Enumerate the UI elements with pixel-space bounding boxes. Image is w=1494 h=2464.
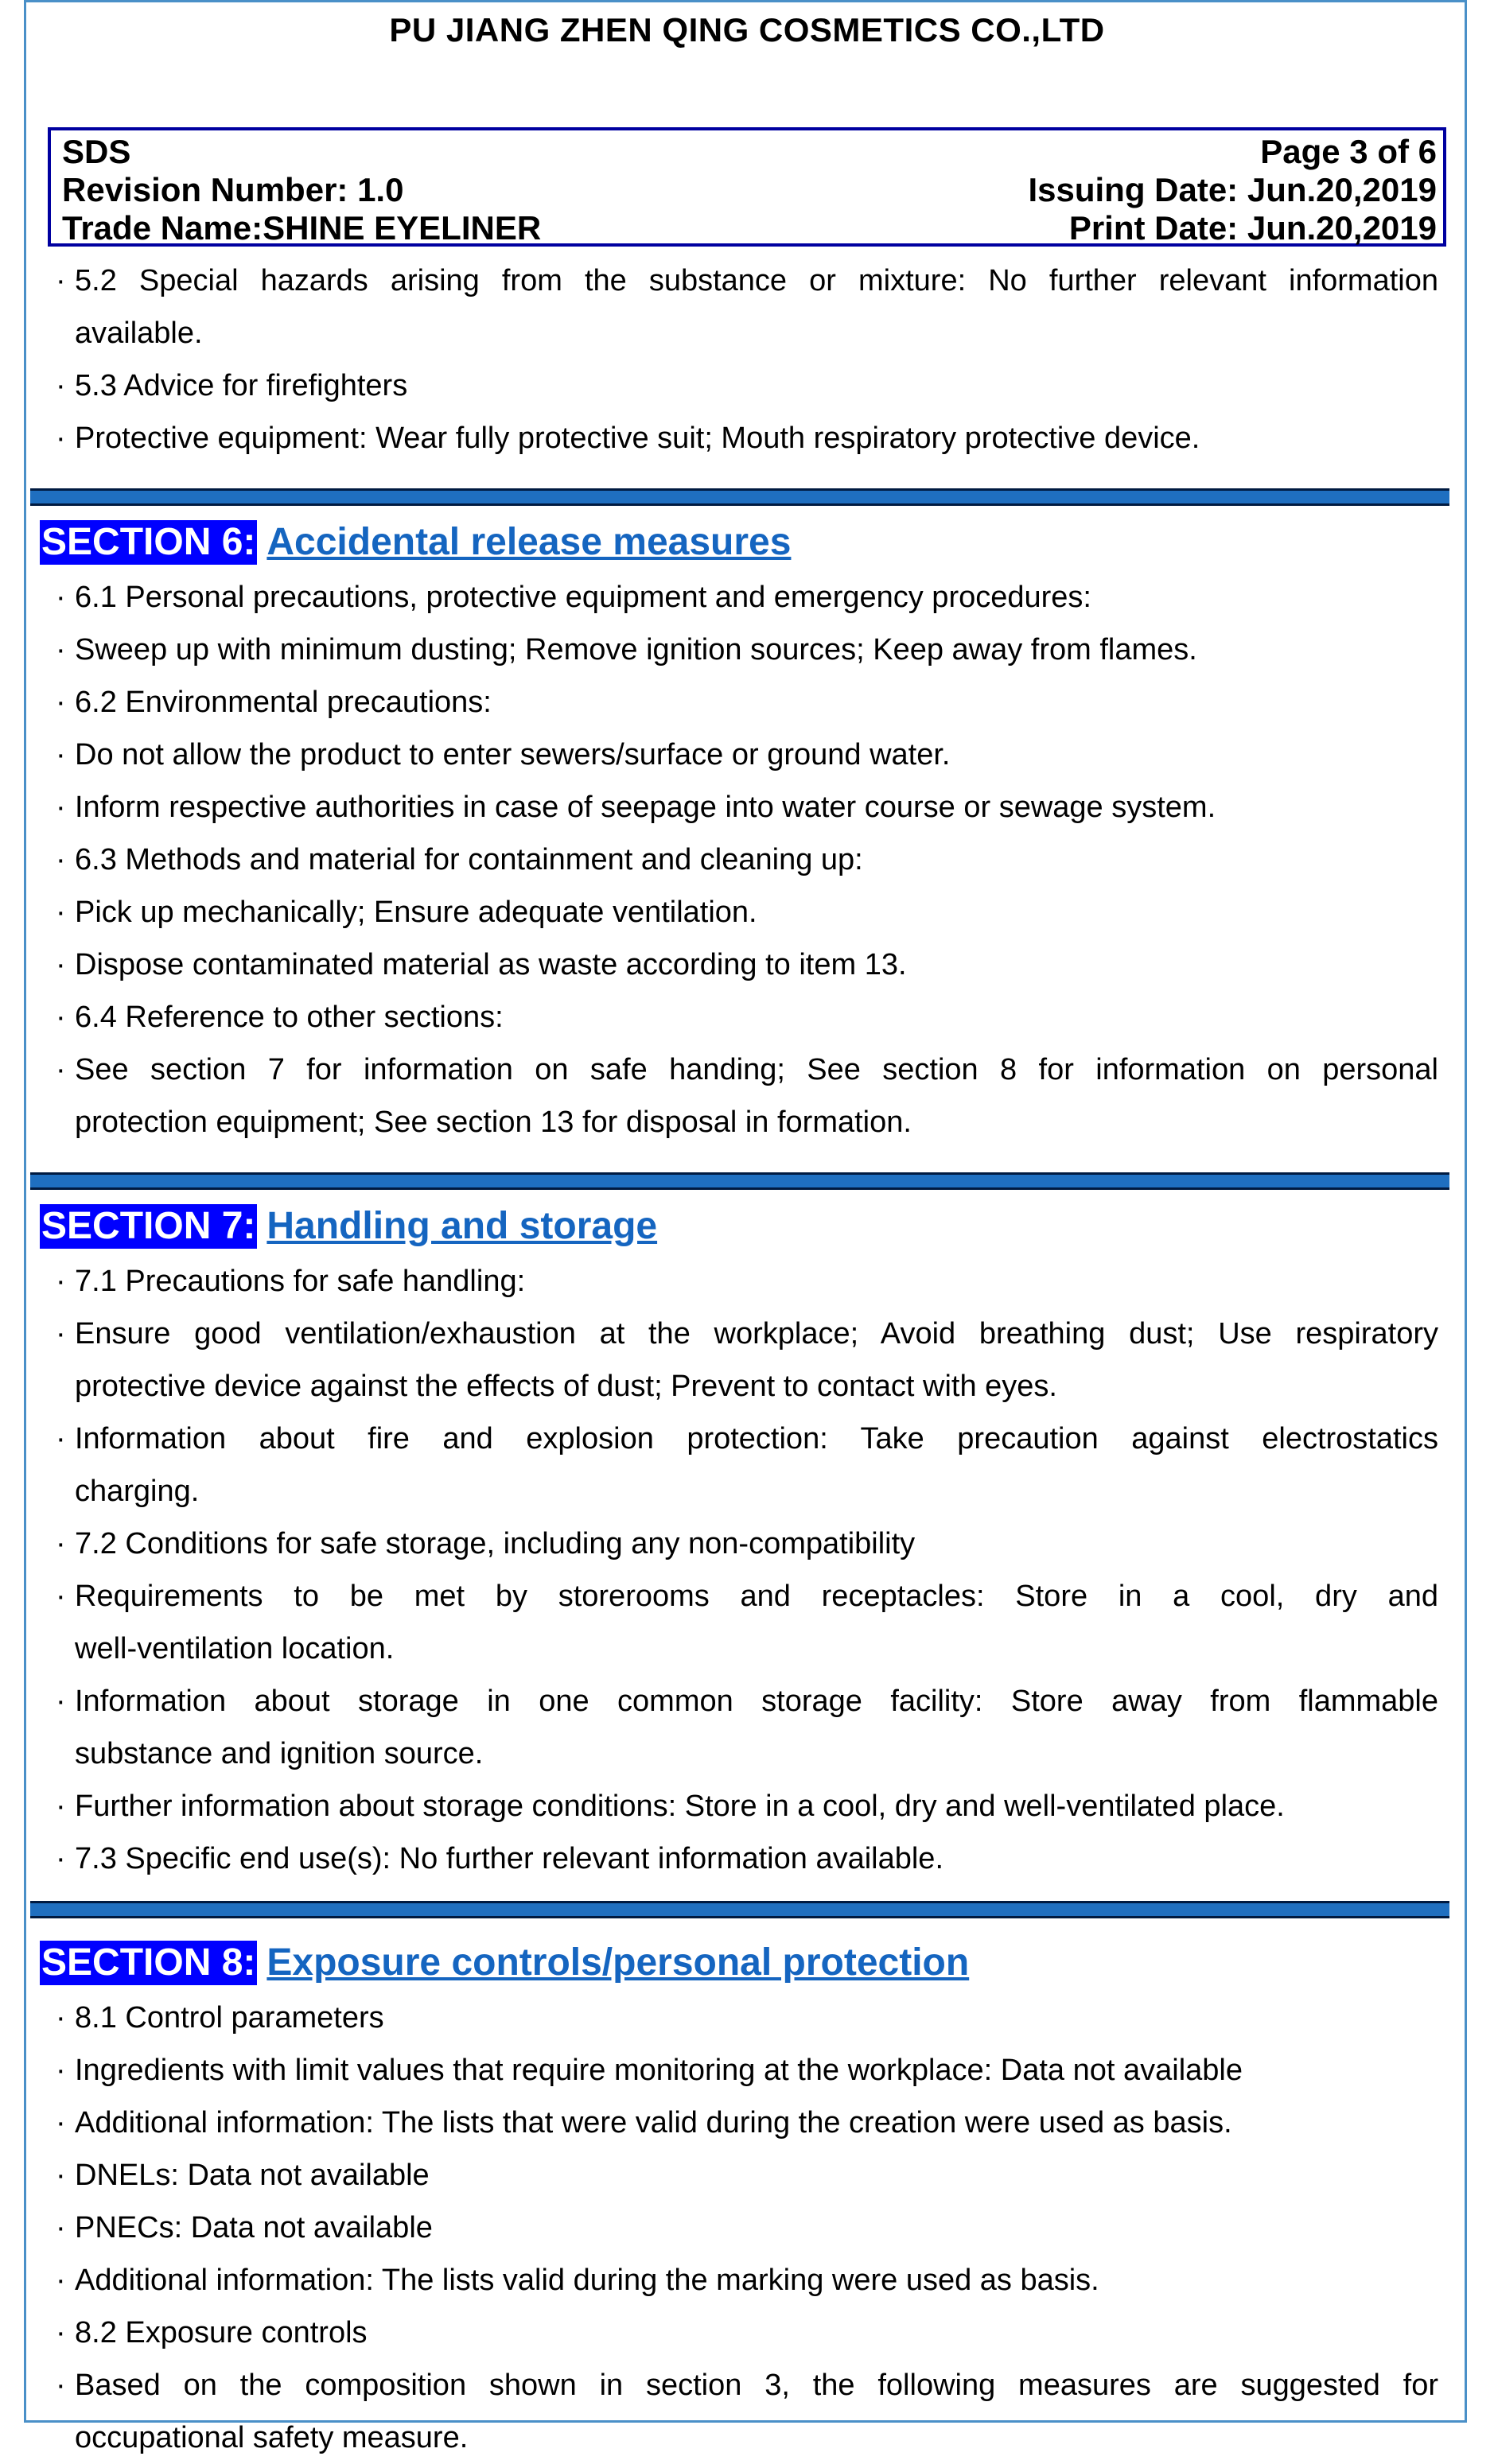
bullet: · [56, 633, 66, 667]
header-row-3 [62, 208, 1437, 248]
list-item [41, 781, 1438, 834]
list-item [41, 2202, 1438, 2254]
bullet: · [56, 2369, 66, 2402]
list-item [41, 2359, 1438, 2464]
section-7-heading [40, 1198, 1438, 1255]
item-text: PNECs: Data not available [75, 2211, 433, 2244]
bullet: · [56, 264, 66, 297]
list-item [41, 412, 1438, 464]
list-item [41, 624, 1438, 676]
item-text: Further information about storage conditions: Store in a cool, dry and well-ventilated place. [75, 1790, 1285, 1823]
bullet: · [56, 1790, 66, 1823]
item-text: Information about fire and explosion protection: Take precaution against electrostatics [75, 1422, 1438, 1455]
bullet: · [56, 2211, 66, 2244]
list-item [41, 991, 1438, 1044]
section-divider [30, 1172, 1449, 1190]
header-row-2 [62, 170, 1437, 210]
item-text: See section 7 for information on safe handing; See section 8 for information on personal [75, 1053, 1438, 1086]
bullet: · [56, 1001, 66, 1034]
bullet: · [56, 2316, 66, 2349]
document-header [48, 127, 1446, 247]
item-text: Requirements to be met by storerooms and receptacles: Store in a cool, dry and [75, 1580, 1438, 1613]
item-text: Pick up mechanically; Ensure adequate ventilation. [75, 896, 757, 929]
item-text: 6.4 Reference to other sections: [75, 1001, 504, 1034]
item-text: 6.3 Methods and material for containment and cleaning up: [75, 843, 863, 876]
doc-type: SDS [62, 133, 131, 170]
bullet: · [56, 581, 66, 614]
item-text-continued: occupational safety measure. [75, 2421, 469, 2454]
bullet: · [56, 738, 66, 771]
section-6-heading [40, 514, 1438, 571]
item-text: Dispose contaminated material as waste according to item 13. [75, 948, 907, 981]
list-item [41, 1832, 1438, 1885]
list-item [41, 834, 1438, 886]
item-text: 8.1 Control parameters [75, 2001, 384, 2035]
item-text: 8.2 Exposure controls [75, 2316, 368, 2349]
bullet: · [56, 2054, 66, 2087]
list-item [41, 2097, 1438, 2149]
bullet: · [56, 2264, 66, 2297]
bullet: · [56, 1422, 66, 1455]
list-item [41, 1992, 1438, 2044]
item-text: 7.2 Conditions for safe storage, including any non-compatibility [75, 1527, 916, 1560]
list-item [41, 1413, 1438, 1518]
list-item [41, 1044, 1438, 1148]
list-item [41, 729, 1438, 781]
section-title: Accidental release measures [267, 521, 792, 563]
list-item [41, 1255, 1438, 1308]
list-item [41, 1308, 1438, 1413]
list-item [41, 2149, 1438, 2202]
section-label: SECTION 6: [41, 521, 256, 563]
list-item [41, 2307, 1438, 2359]
list-item [41, 1570, 1438, 1675]
item-text: 5.3 Advice for firefighters [75, 369, 408, 402]
item-text-continued: protective device against the effects of dust; Prevent to contact with eyes. [75, 1370, 1057, 1403]
bullet: · [56, 896, 66, 929]
item-text: Additional information: The lists that were valid during the creation were used as basis. [75, 2106, 1232, 2139]
list-item [41, 1518, 1438, 1570]
item-text: 6.2 Environmental precautions: [75, 686, 492, 719]
item-text: Information about storage in one common storage facility: Store away from flammable [75, 1685, 1438, 1718]
list-item [41, 676, 1438, 729]
item-text-continued: well-ventilation location. [75, 1632, 395, 1665]
bullet: · [56, 369, 66, 402]
list-item [41, 255, 1438, 359]
item-text: 6.1 Personal precautions, protective equipment and emergency procedures: [75, 581, 1091, 614]
item-text: DNELs: Data not available [75, 2159, 430, 2192]
list-item [41, 886, 1438, 939]
bullet: · [56, 1842, 66, 1875]
list-item [41, 939, 1438, 991]
bullet: · [56, 1580, 66, 1613]
bullet: · [56, 843, 66, 876]
section-divider [30, 1901, 1449, 1918]
issuing-date: Issuing Date: Jun.20,2019 [1028, 171, 1437, 208]
item-text: Additional information: The lists valid during the marking were used as basis. [75, 2264, 1099, 2297]
item-text: Ensure good ventilation/exhaustion at the workplace; Avoid breathing dust; Use respiratory [75, 1317, 1438, 1351]
section-label: SECTION 7: [41, 1205, 256, 1247]
list-item [41, 571, 1438, 624]
bullet: · [56, 686, 66, 719]
revision-number: Revision Number: 1.0 [62, 171, 404, 208]
bullet: · [56, 791, 66, 824]
section-title: Handling and storage [267, 1205, 658, 1247]
company-name: PU JIANG ZHEN QING COSMETICS CO.,LTD [389, 11, 1105, 49]
item-text: Do not allow the product to enter sewers/surface or ground water. [75, 738, 951, 771]
item-text-continued: available. [75, 317, 203, 350]
list-item [41, 2254, 1438, 2307]
section-7-list [41, 1255, 1438, 1885]
item-text: Inform respective authorities in case of seepage into water course or sewage system. [75, 791, 1216, 824]
bullet: · [56, 1053, 66, 1086]
section-8-list [41, 1992, 1438, 2464]
list-item [41, 1675, 1438, 1780]
print-date: Print Date: Jun.20,2019 [1068, 209, 1437, 247]
bullet: · [56, 2001, 66, 2035]
page-number: Page 3 of 6 [1260, 133, 1437, 170]
list-item [41, 1780, 1438, 1832]
trade-name: Trade Name:SHINE EYELINER [62, 209, 542, 247]
bullet: · [56, 1265, 66, 1298]
page-content [41, 255, 1438, 2464]
item-text: Sweep up with minimum dusting; Remove ignition sources; Keep away from flames. [75, 633, 1197, 667]
bullet: · [56, 1527, 66, 1560]
item-text: 7.1 Precautions for safe handling: [75, 1265, 526, 1298]
list-item [41, 2044, 1438, 2097]
list-item [41, 359, 1438, 412]
header-row-1 [62, 132, 1437, 172]
item-text: 7.3 Specific end use(s): No further relevant information available. [75, 1842, 943, 1875]
section-5-list [41, 255, 1438, 464]
section-divider [30, 488, 1449, 506]
section-title: Exposure controls/personal protection [267, 1941, 970, 1984]
bullet: · [56, 2159, 66, 2192]
item-text: Based on the composition shown in section 3, the following measures are suggested for [75, 2369, 1438, 2402]
section-8-heading [40, 1934, 1438, 1992]
item-text: 5.2 Special hazards arising from the substance or mixture: No further relevant information [75, 264, 1438, 297]
section-6-list [41, 571, 1438, 1148]
item-text: Protective equipment: Wear fully protective suit; Mouth respiratory protective device. [75, 422, 1200, 455]
bullet: · [56, 1685, 66, 1718]
item-text-continued: substance and ignition source. [75, 1737, 484, 1770]
item-text-continued: charging. [75, 1475, 200, 1508]
bullet: · [56, 948, 66, 981]
bullet: · [56, 2106, 66, 2139]
item-text: Ingredients with limit values that require monitoring at the workplace: Data not available [75, 2054, 1243, 2087]
bullet: · [56, 422, 66, 455]
item-text-continued: protection equipment; See section 13 for disposal in formation. [75, 1106, 912, 1139]
section-label: SECTION 8: [41, 1941, 256, 1984]
bullet: · [56, 1317, 66, 1351]
